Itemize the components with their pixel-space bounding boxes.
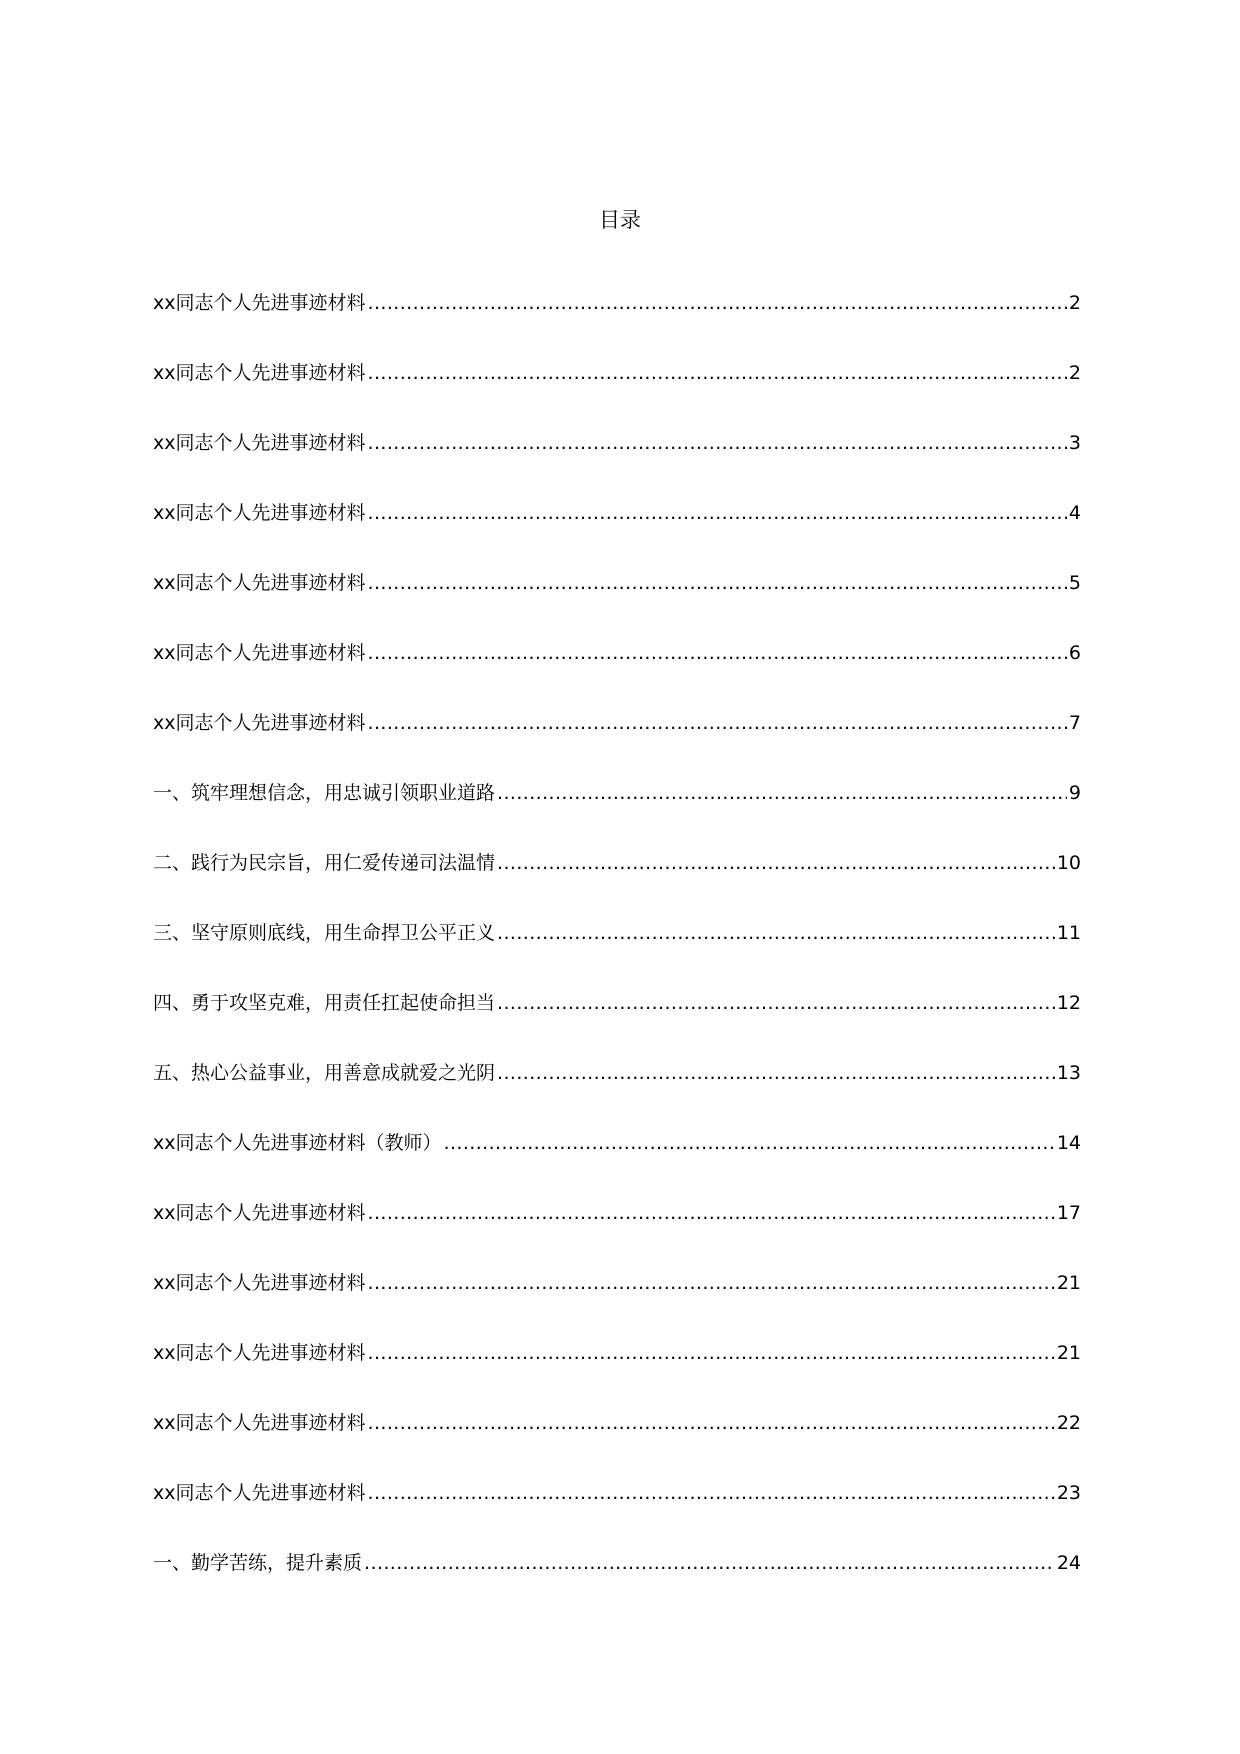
dot-leader [364,1548,1055,1578]
dot-leader [497,1058,1055,1088]
dot-leader [497,988,1055,1018]
toc-page-number: 21 [1056,1342,1081,1364]
toc-page-number: 22 [1056,1412,1081,1434]
toc-entry-text: xx同志个人先进事迹材料 [153,712,366,734]
dot-leader [497,778,1067,808]
dot-leader [368,1198,1055,1228]
toc-entry-text: xx同志个人先进事迹材料 [153,432,366,454]
toc-page-number: 23 [1056,1482,1081,1504]
toc-entry[interactable] [153,1298,1081,1368]
toc-entry[interactable] [153,1438,1081,1508]
toc-entry[interactable] [153,808,1081,878]
toc-page-number: 2 [1068,292,1081,314]
toc-entry-text: xx同志个人先进事迹材料 [153,362,366,384]
dot-leader [368,1268,1055,1298]
toc-page-number: 11 [1056,922,1081,944]
toc-list [153,248,1081,1578]
toc-entry-text: xx同志个人先进事迹材料 [153,1482,366,1504]
dot-leader [497,848,1055,878]
dot-leader [368,708,1067,738]
toc-entry-text: xx同志个人先进事迹材料 [153,1342,366,1364]
toc-entry[interactable] [153,1158,1081,1228]
toc-entry[interactable] [153,878,1081,948]
toc-entry-text: xx同志个人先进事迹材料 [153,572,366,594]
toc-entry[interactable] [153,388,1081,458]
toc-entry-text: 四、勇于攻坚克难，用责任扛起使命担当 [153,992,496,1014]
dot-leader [368,638,1067,668]
toc-page-number: 3 [1068,432,1081,454]
toc-entry-text: 五、热心公益事业，用善意成就爱之光阴 [153,1062,496,1084]
dot-leader [368,288,1067,318]
toc-page-number: 21 [1056,1272,1081,1294]
toc-entry[interactable] [153,1018,1081,1088]
toc-title: 目录 [599,208,641,232]
dot-leader [368,1338,1055,1368]
toc-entry-text: 三、坚守原则底线，用生命捍卫公平正义 [153,922,496,944]
toc-entry[interactable] [153,1228,1081,1298]
dot-leader [497,918,1055,948]
dot-leader [368,1408,1055,1438]
toc-entry-text: 一、勤学苦练，提升素质 [153,1552,363,1574]
toc-entry[interactable] [153,1368,1081,1438]
toc-page-number: 5 [1068,572,1081,594]
dot-leader [368,568,1067,598]
toc-entry-text: xx同志个人先进事迹材料 [153,502,366,524]
toc-entry[interactable] [153,458,1081,528]
toc-entry[interactable] [153,1508,1081,1578]
toc-entry[interactable] [153,528,1081,598]
toc-page-number: 10 [1056,852,1081,874]
toc-page-number: 6 [1068,642,1081,664]
toc-page-number: 9 [1068,782,1081,804]
toc-entry-text: xx同志个人先进事迹材料 [153,1272,366,1294]
toc-page-number: 14 [1056,1132,1081,1154]
toc-entry-text: xx同志个人先进事迹材料（教师） [153,1132,442,1154]
toc-entry[interactable] [153,318,1081,388]
toc-page-number: 4 [1068,502,1081,524]
dot-leader [368,358,1067,388]
toc-entry-text: 二、践行为民宗旨，用仁爱传递司法温情 [153,852,496,874]
dot-leader [368,1478,1055,1508]
toc-entry-text: xx同志个人先进事迹材料 [153,1202,366,1224]
toc-page-number: 2 [1068,362,1081,384]
toc-entry[interactable] [153,738,1081,808]
dot-leader [444,1128,1055,1158]
toc-page-number: 12 [1056,992,1081,1014]
toc-page-number: 17 [1056,1202,1081,1224]
dot-leader [368,498,1067,528]
toc-entry-text: xx同志个人先进事迹材料 [153,1412,366,1434]
toc-entry[interactable] [153,1088,1081,1158]
toc-entry-text: xx同志个人先进事迹材料 [153,292,366,314]
toc-page-number: 13 [1056,1062,1081,1084]
toc-page-number: 7 [1068,712,1081,734]
toc-entry[interactable] [153,248,1081,318]
toc-entry[interactable] [153,948,1081,1018]
dot-leader [368,428,1067,458]
toc-entry-text: 一、筑牢理想信念，用忠诚引领职业道路 [153,782,496,804]
toc-entry[interactable] [153,668,1081,738]
toc-entry-text: xx同志个人先进事迹材料 [153,642,366,664]
toc-page-number: 24 [1056,1552,1081,1574]
toc-entry[interactable] [153,598,1081,668]
